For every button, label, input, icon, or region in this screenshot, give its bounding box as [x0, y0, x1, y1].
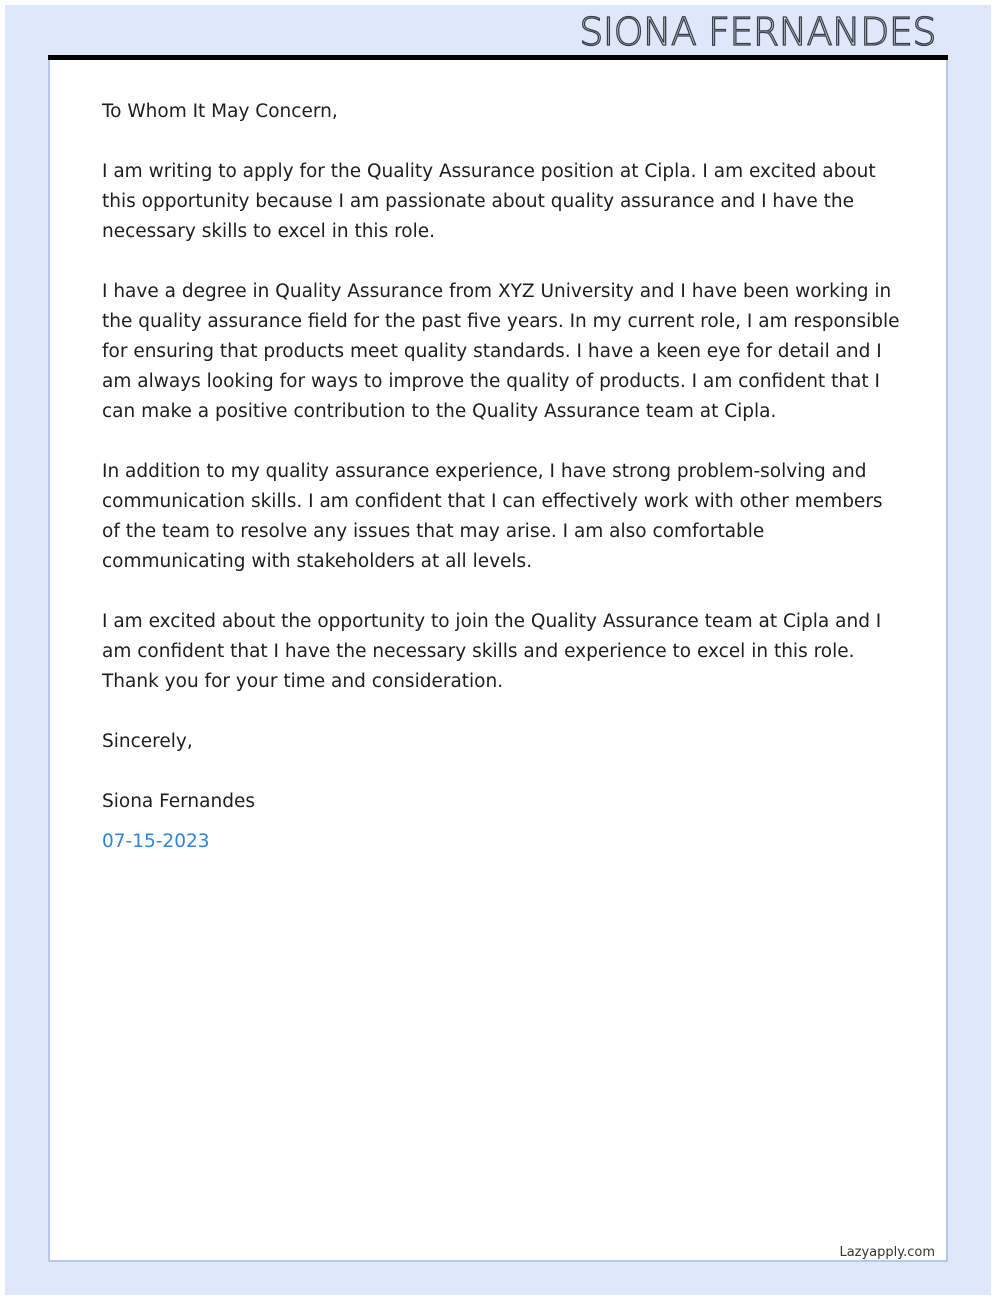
paragraph-closing: I am excited about the opportunity to join the Quality Assurance team at Cipla and I am confident that I have the necessary skills and experience to excel in this role. Thank you for your time and consideration.: [102, 611, 882, 692]
footer-brand: Lazyapply.com: [839, 1245, 935, 1260]
closing: Sincerely,: [102, 731, 193, 752]
paragraph-intro: I am writing to apply for the Quality Assurance position at Cipla. I am excited about this opportunity because I am passionate about quality assurance and I have the necessary skills to excel in this role.: [102, 161, 876, 242]
letter-page: [48, 60, 948, 1262]
signature-name: Siona Fernandes: [102, 791, 255, 812]
salutation: To Whom It May Concern,: [102, 101, 338, 122]
applicant-name-header: SIONA FERNANDES: [579, 10, 936, 54]
letter-date: 07-15-2023: [102, 831, 210, 852]
paragraph-skills: In addition to my quality assurance experience, I have strong problem-solving and communication skills. I am confident that I can effectively work with other members of the team to resolve any issues that may arise. I am also comfortable communicating with stakeholders at all levels.: [102, 461, 883, 572]
paragraph-education: I have a degree in Quality Assurance from XYZ University and I have been working in the quality assurance field for the past five years. In my current role, I am responsible for ensuring that products meet quality standards. I have a keen eye for detail and I am always looking for ways to improve the quality of products. I am confident that I can make a positive contribution to the Quality Assurance team at Cipla.: [102, 281, 900, 422]
letter-body: [102, 97, 902, 857]
